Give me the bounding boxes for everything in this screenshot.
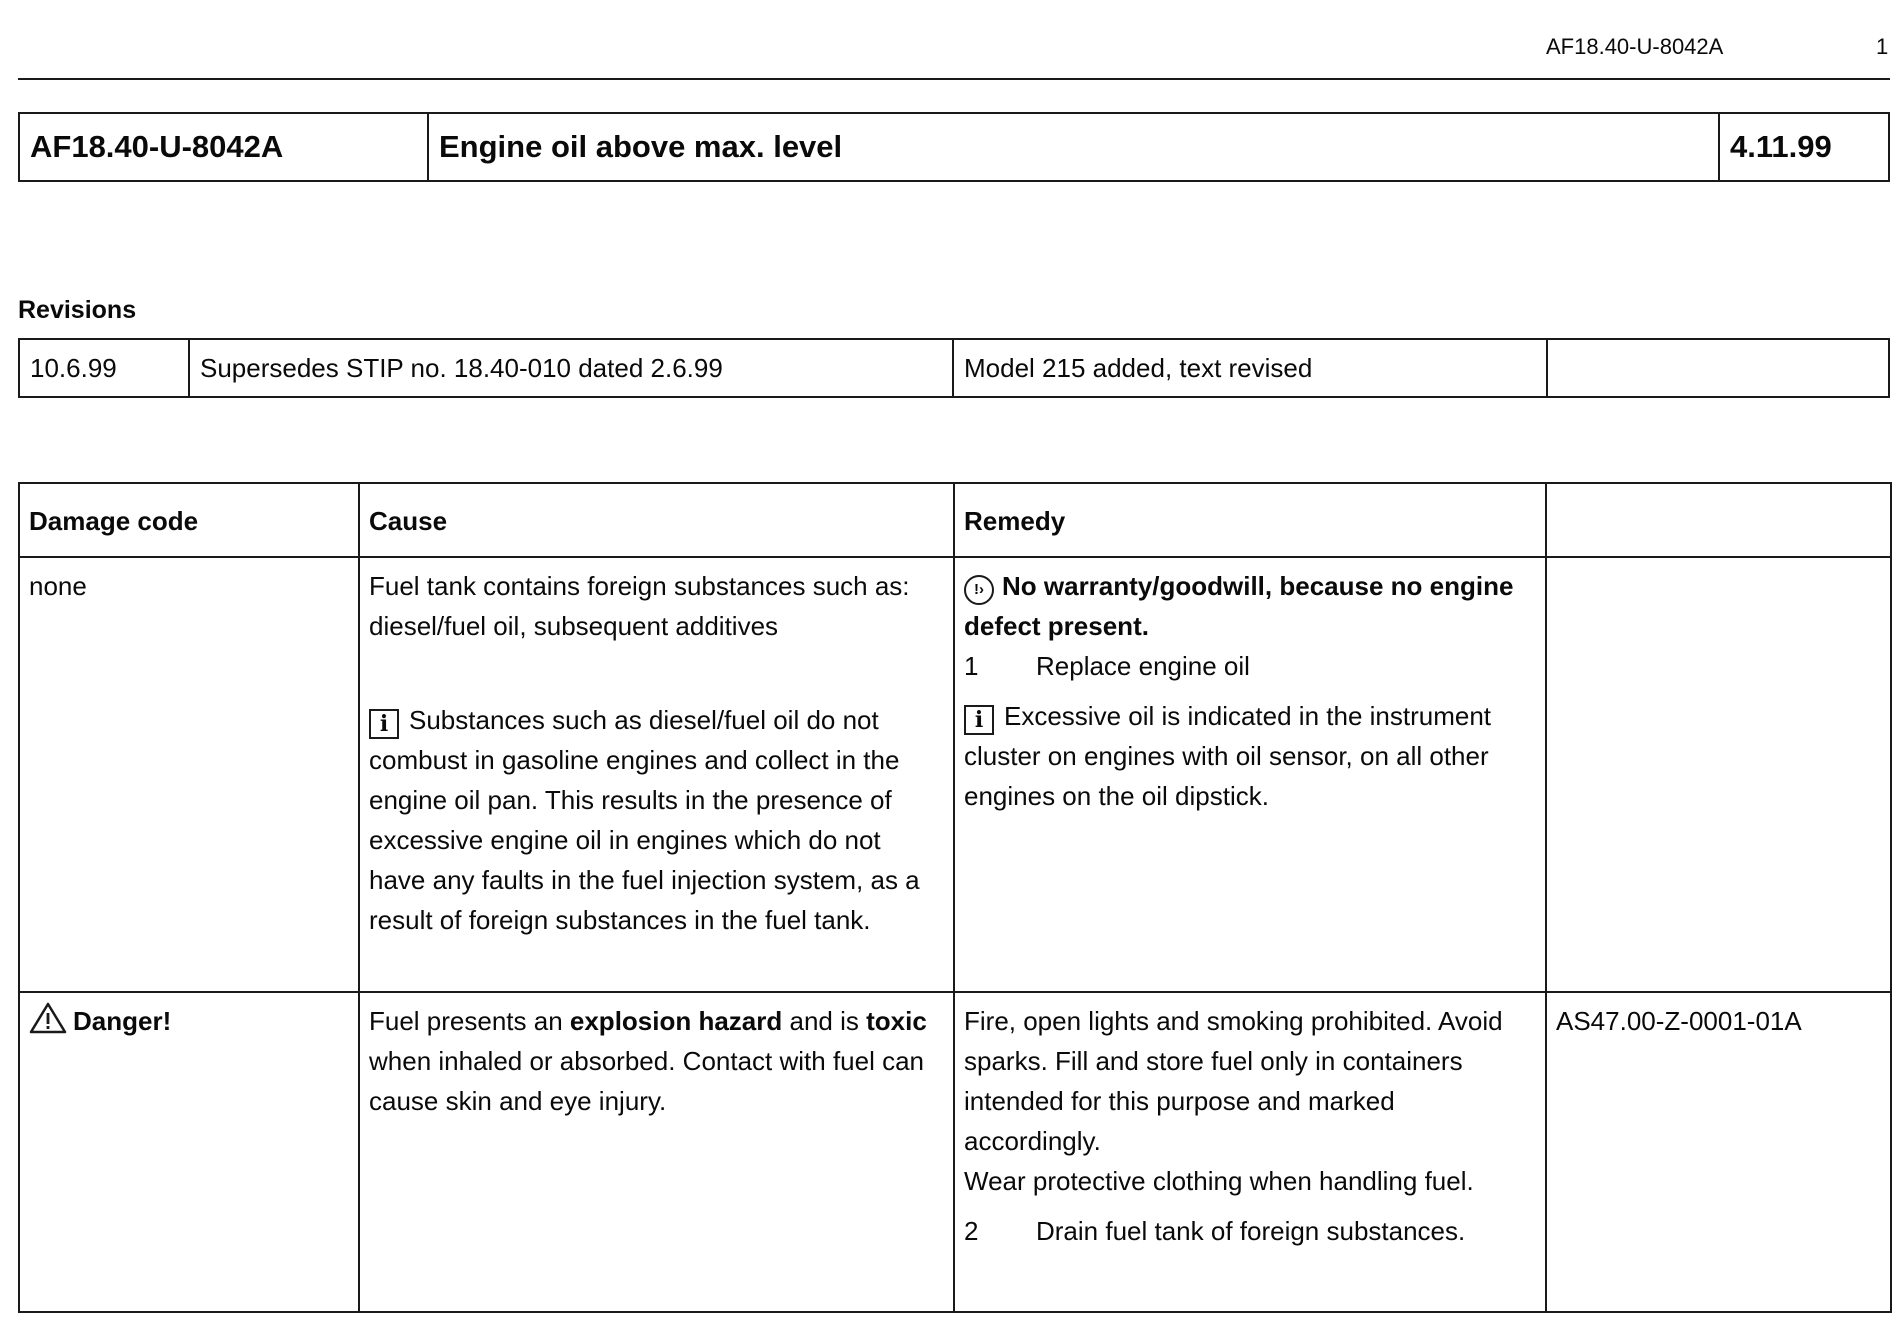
header-reference [1546,483,1891,557]
table-row [19,557,1891,992]
remedy-step-text: Drain fuel tank of foreign substances. [1036,1216,1466,1246]
revision-date: 10.6.99 [20,340,190,396]
warranty-text: No warranty/goodwill, because no engine defect present. [964,571,1514,641]
no-warranty-icon: !› [964,575,994,605]
revision-extra [1548,340,1888,396]
page-number: 1 [1876,34,1889,59]
danger-label: Danger! [73,1006,172,1036]
cause-text: Fuel tank contains foreign substances such as: diesel/fuel oil, subsequent additives [369,571,910,641]
remedy-cell [954,557,1546,992]
remedy-step [964,646,1536,686]
remedy-step-number: 2 [964,1216,979,1246]
header-damage-code: Damage code [19,483,359,557]
table-header-row [19,483,1891,557]
hazard-cause-cell [359,992,954,1312]
reference-code: AS47.00-Z-0001-01A [1556,1006,1802,1036]
hazard-remedy-text-2: Wear protective clothing when handling fuel. [964,1166,1474,1196]
reference-cell [1546,557,1891,992]
document-code: AF18.40-U-8042A [20,114,429,180]
running-header-code: AF18.40-U-8042A [1546,34,1724,59]
revision-supersedes: Supersedes STIP no. 18.40-010 dated 2.6.99 [190,340,954,396]
hazard-text-suffix: when inhaled or absorbed. Contact with fuel can cause skin and eye injury. [369,1046,925,1116]
remedy-step-text: Replace engine oil [1036,651,1250,681]
revisions-table [18,338,1890,398]
warranty-note [964,566,1536,646]
revision-change: Model 215 added, text revised [954,340,1548,396]
header-remedy: Remedy [954,483,1546,557]
hazard-remedy-cell [954,992,1546,1312]
remedy-note [964,696,1536,816]
running-header [18,32,1890,80]
remedy-step-number: 1 [964,651,979,681]
cause-note [369,700,944,940]
damage-code-cell [19,557,359,992]
hazard-text-mid: and is [782,1006,867,1036]
table-row [19,992,1891,1312]
hazard-reference-cell [1546,992,1891,1312]
hazard-remedy-text-1: Fire, open lights and smoking prohibited. Avoid sparks. Fill and store fuel only in containers intended for this purpose and marked accordingly. [964,1006,1503,1156]
cause-cell [359,557,954,992]
document-title: Engine oil above max. level [429,114,1720,180]
revisions-heading: Revisions [18,296,137,324]
damage-table [18,482,1892,1313]
danger-cell [19,992,359,1312]
document-date: 4.11.99 [1730,129,1832,164]
hazard-toxic: toxic [866,1006,927,1036]
cause-note-text: Substances such as diesel/fuel oil do not combust in gasoline engines and collect in the engine oil pan. This results in the presence of excessive engine oil in engines which do not have any faults in the fuel injection system, as a result of foreign substances in the fuel tank. [369,705,920,935]
title-block [18,112,1890,182]
damage-code: none [29,571,87,601]
hazard-explosion: explosion hazard [569,1006,783,1036]
info-icon: i [964,705,994,735]
header-cause: Cause [359,483,954,557]
remedy-note-text: Excessive oil is indicated in the instrument cluster on engines with oil sensor, on all other engines on the oil dipstick. [964,701,1492,811]
danger-triangle-icon [29,1002,67,1034]
info-icon: i [369,709,399,739]
remedy-step [964,1211,1536,1251]
hazard-text-prefix: Fuel presents an [369,1006,570,1036]
